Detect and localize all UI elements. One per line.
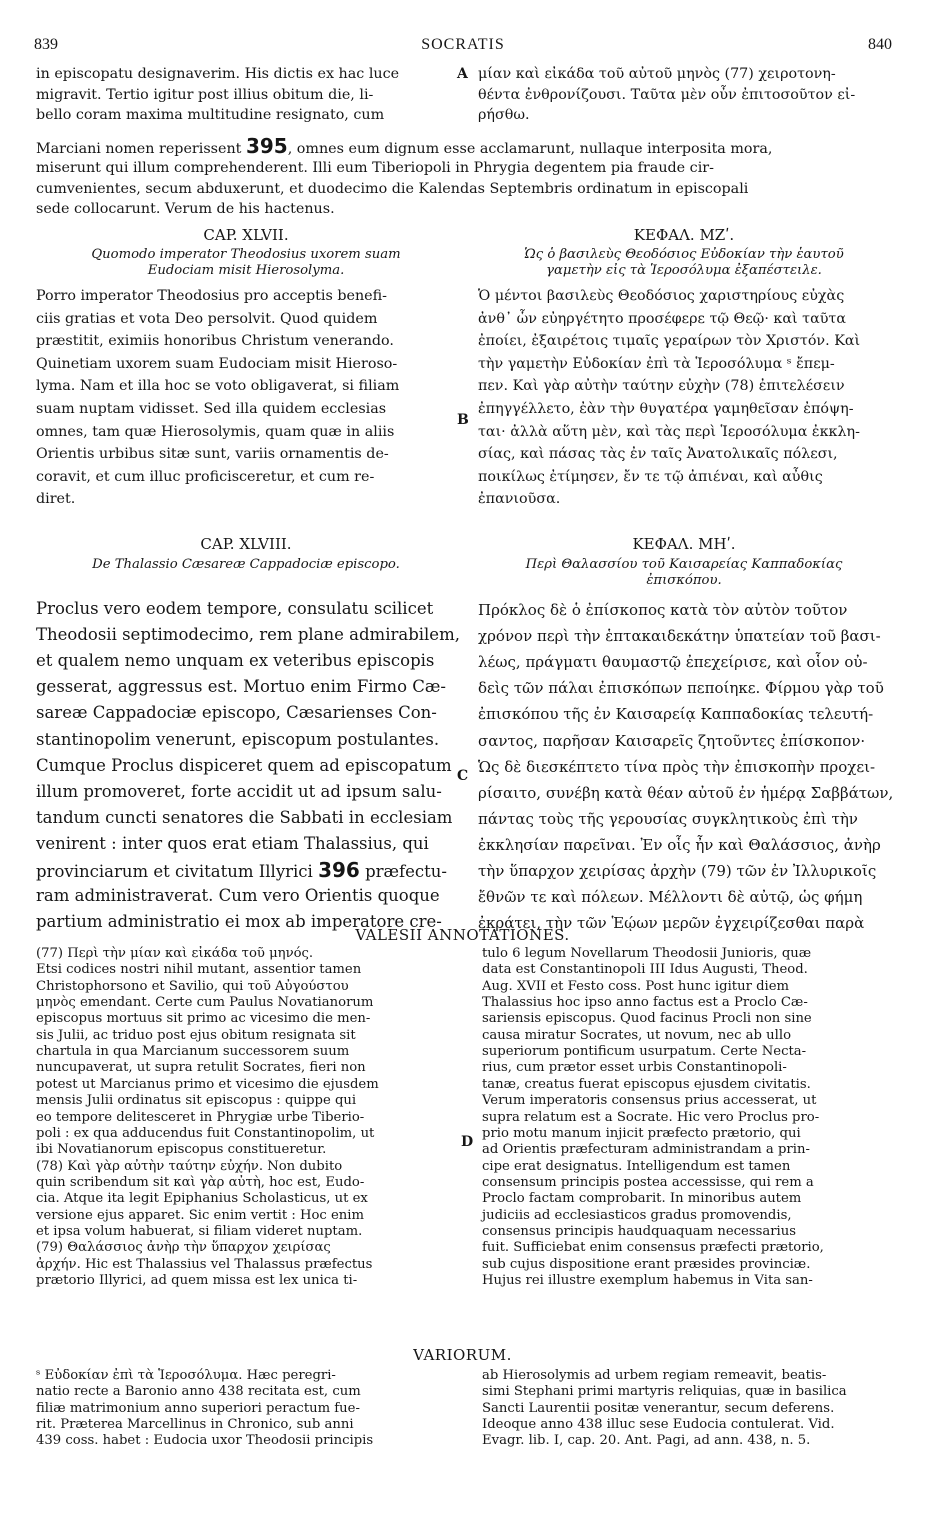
- annotation-line: (78) Καὶ γὰρ αὐτὴν ταύτην εὐχήν. Non dubito: [36, 1158, 343, 1174]
- chapter-subtitle-latin: Eudociam misit Hierosolyma.: [147, 263, 345, 278]
- annotation-line: data est Constantinopoli III Idus Augusti, Theod.: [482, 962, 808, 978]
- variorum-line: simi Stephani primi martyris reliquias, quæ in basilica: [482, 1384, 847, 1400]
- variorum-line: ˢ Εὐδοκίαν ἐπὶ τὰ Ἱεροσόλυμα. Hæc peregri-: [36, 1368, 336, 1383]
- latin-text-line: lyma. Nam et illa hoc se voto obligaverat, si filiam: [36, 378, 400, 395]
- latin-text-line: Proclus vero eodem tempore, consulatu scilicet: [36, 599, 434, 618]
- annotation-line: Aug. XVII et Festo coss. Post hunc igitur diem: [482, 978, 790, 994]
- annotation-line: Christophorsono et Savilio, qui τοῦ Αὐγούστου: [36, 978, 349, 994]
- latin-text-line: coravit, et cum illuc proficisceretur, et cum re-: [36, 468, 375, 485]
- annotation-line: Etsi codices nostri nihil mutant, assentior tamen: [36, 962, 362, 978]
- latin-text-line: Orientis urbibus sitæ sunt, variis ornamentis de-: [36, 446, 389, 463]
- annotation-line: Verum imperatoris consensus prius accesserat, ut: [482, 1093, 817, 1109]
- annotation-line: prætorio Illyrici, ad quem missa est lex unica ti-: [36, 1273, 358, 1288]
- latin-text-line: partium administratio ei mox ab imperatore cre-: [36, 912, 442, 932]
- marginal-page-number: 395: [245, 134, 288, 158]
- latin-text-line: Porro imperator Theodosius pro acceptis benefi-: [36, 288, 388, 304]
- annotation-line: consensus principis haudquaquam necessarius: [482, 1223, 797, 1239]
- greek-text-line: σίας, καὶ πάσας τὰς ἐν ταῖς Ἀνατολικαῖς πόλεσι,: [478, 446, 838, 463]
- page-number-right: 840: [868, 36, 892, 53]
- latin-text-line: ram administraverat. Cum vero Orientis quoque: [36, 886, 440, 905]
- latin-text-line: bello coram maxima multitudine resignato, cum: [36, 107, 385, 123]
- greek-text-line: Πρόκλος δὲ ὁ ἐπίσκοπος κατὰ τὸν αὐτὸν τοῦτον: [478, 601, 848, 619]
- annotation-line: sariensis episcopus. Quod facinus Procli non sine: [482, 1011, 812, 1027]
- annotation-line: sis Julii, ac triduo post ejus obitum resignata sit: [36, 1027, 356, 1043]
- annotation-line: chartula in qua Marcianum successorem suum: [36, 1044, 350, 1060]
- latin-text-line: in episcopatu designaverim. His dictis ex hac luce: [36, 66, 400, 82]
- greek-text-line: θέντα ἐνθρονίζουσι. Ταῦτα μὲν οὖν ἐπιτοσοῦτον εἰ-: [478, 86, 856, 103]
- greek-text-line: ἔθνῶν τε καὶ πόλεων. Μέλλοντι δὲ αὐτῷ, ὡς φήμη: [478, 888, 863, 907]
- marginal-page-number: 396: [318, 858, 360, 882]
- full-width-line: cumvenientes, secum abduxerunt, et duodecimo die Kalendas Septembris ordinatum in episcopali: [36, 180, 749, 197]
- annotation-line: episcopus mortuus sit primo ac vicesimo die men-: [36, 1011, 371, 1027]
- greek-text-line: ἐκκλησίαν παρεῖναι. Ἐν οἷς ἦν καὶ Θαλάσσιος, ἀνὴρ: [478, 835, 881, 854]
- greek-text-line: ἀνθ᾽ ὧν εὐηργέτητο προσέφερε τῷ Θεῷ· καὶ ταῦτα: [478, 310, 846, 327]
- line-text: Marciani nomen reperissent: [36, 141, 246, 157]
- greek-text-line: ἐπηγγέλλετο, ἐὰν τὴν θυγατέρα γαμηθεῖσαν ἐπόψη-: [478, 401, 854, 417]
- line-text: provinciarum et civitatum Illyrici: [36, 862, 319, 881]
- greek-text-line: ρίσαιτο, συνέβη κατὰ θέαν αὐτοῦ ἐν ἡμέρᾳ Σαββάτων,: [478, 783, 894, 802]
- latin-text-line: diret.: [36, 491, 76, 508]
- chapter-subtitle-latin: Quomodo imperator Theodosius uxorem suam: [91, 247, 401, 262]
- annotation-line: judiciis ad ecclesiasticos gradus promovendis,: [482, 1207, 792, 1223]
- margin-letter-d: D: [461, 1134, 474, 1150]
- greek-text-line: Ὡς δὲ διεσκέπτετο τίνα πρὸς τὴν ἐπισκοπὴν προχει-: [478, 757, 876, 776]
- variorum-line: ab Hierosolymis ad urbem regiam remeavit, beatis-: [482, 1368, 827, 1383]
- annotation-line: superiorum pontificum usurpatum. Certe Necta-: [482, 1044, 807, 1060]
- line-text: præfectu-: [359, 862, 447, 881]
- annotation-line: Hujus rei illustre exemplum habemus in Vita san-: [482, 1273, 813, 1288]
- latin-text-line: venirent : inter quos erat etiam Thalassius, qui: [36, 833, 429, 853]
- annotation-line: Thalassius hoc ipso anno factus est a Proclo Cæ-: [482, 995, 808, 1011]
- greek-text-line: ἐκράτει, τὴν τῶν Ἑῴων μερῶν ἐγχειρίζεσθαι παρὰ: [478, 914, 865, 933]
- chapter-heading-greek: ΚΕΦΑΛ. ΜΗʹ.: [632, 535, 736, 553]
- latin-text-line: migravit. Tertio igitur post illius obitum die, li-: [36, 86, 374, 103]
- annotations-heading: VALESII ANNOTATIONES.: [355, 926, 570, 944]
- annotation-line: et ipsa volum habuerat, si filiam videret nuptam.: [36, 1223, 363, 1239]
- page-number-left: 839: [34, 36, 58, 53]
- chapter-subtitle-latin: De Thalassio Cæsareæ Cappadociæ episcopo.: [92, 557, 400, 572]
- chapter-subtitle-greek: Περὶ Θαλασσίου τοῦ Καισαρείας Καππαδοκίας: [525, 557, 843, 572]
- annotation-line: rius, cum prætor esset urbis Constantinopoli-: [482, 1060, 787, 1076]
- variorum-line: Evagr. lib. I, cap. 20. Ant. Pagi, ad ann. 438, n. 5.: [482, 1433, 811, 1449]
- greek-text-line: ἐποίει, ἐξαιρέτοις τιμαῖς γεραίρων τὸν Χριστόν. Καὶ: [478, 333, 861, 350]
- greek-text-line: ται· ἀλλὰ αὕτη μὲν, καὶ τὰς περὶ Ἱεροσόλυμα ἐκκλη-: [478, 423, 860, 440]
- chapter-subtitle-greek: γαμετὴν εἰς τὰ Ἱεροσόλυμα ἐξαπέστειλε.: [546, 263, 822, 278]
- greek-text-line: ρήσθω.: [478, 107, 530, 123]
- annotation-line: consensum principis postea accessisse, qui rem a: [482, 1174, 814, 1190]
- full-width-line: miserunt qui illum comprehenderent. Illi eum Tiberiopoli in Phrygia degentem pia fraude cir-: [36, 160, 714, 176]
- annotation-line: quin scribendum sit καὶ γὰρ αὐτὴ, hoc est, Eudo-: [36, 1174, 365, 1190]
- greek-text-line: τὴν γαμετὴν Εὐδοκίαν ἐπὶ τὰ Ἱεροσόλυμα ˢ ἔπεμ-: [478, 355, 835, 372]
- annotation-line: Proclo factam comprobarit. In minoribus autem: [482, 1191, 802, 1207]
- margin-letter-c: C: [457, 768, 469, 784]
- annotation-line: versione ejus apparet. Sic enim vertit : Hoc enim: [36, 1207, 365, 1223]
- latin-text-line: et qualem nemo unquam ex veteribus episcopis: [36, 651, 435, 671]
- full-width-line: sede collocarunt. Verum de his hactenus.: [36, 201, 335, 217]
- annotation-line: eo tempore delitesceret in Phrygiæ urbe Tiberio-: [36, 1109, 365, 1125]
- latin-text-line: illum promoveret, forte accidit ut ad ipsum salu-: [36, 781, 442, 801]
- chapter-subtitle-greek: ἐπισκόπου.: [646, 573, 722, 588]
- variorum-line: Ideoque anno 438 illuc sese Eudocia contulerat. Vid.: [482, 1417, 835, 1433]
- annotation-line: sub cujus dispositione erant præsides provinciæ.: [482, 1256, 811, 1272]
- annotation-line: supra relatum est a Socrate. Hic vero Proclus pro-: [482, 1109, 820, 1125]
- annotation-line: nuncupaverat, ut supra retulit Socrates, fieri non: [36, 1060, 366, 1076]
- annotation-line: tanæ, creatus fuerat episcopus ejusdem civitatis.: [482, 1076, 811, 1092]
- chapter-heading-latin: CAP. XLVII.: [203, 226, 289, 244]
- chapter-heading-greek: ΚΕΦΑΛ. ΜΖʹ.: [633, 226, 735, 244]
- greek-text-line: λέως, πράγματι θαυμαστῷ ἐπεχείρισε, καὶ οἷον οὐ-: [478, 653, 868, 672]
- greek-text-line: ποικίλως ἐτίμησεν, ἔν τε τῷ ἀπιέναι, καὶ αὖθις: [478, 468, 823, 485]
- annotation-line: prio motu manum injicit præfecto prætorio, qui: [482, 1125, 801, 1141]
- annotation-line: potest ut Marcianus primo et vicesimo die ejusdem: [36, 1076, 379, 1092]
- annotation-line: cia. Atque ita legit Epiphanius Scholasticus, ut ex: [36, 1191, 368, 1207]
- greek-text-line: ἐπισκόπου τῆς ἐν Καισαρείᾳ Καππαδοκίας τελευτή-: [478, 705, 874, 724]
- greek-text-line: σαντος, παρῆσαν Καισαρεῖς ζητοῦντες ἐπίσκοπον·: [478, 731, 866, 750]
- variorum-line: 439 coss. habet : Eudocia uxor Theodosii principis: [36, 1433, 374, 1449]
- margin-letter-a: A: [457, 66, 468, 82]
- variorum-line: filiæ matrimonium anno superiori peractum fue-: [36, 1400, 360, 1416]
- chapter-subtitle-greek: Ὡς ὁ βασιλεὺς Θεοδόσιος Εὐδοκίαν τὴν ἑαυτοῦ: [524, 247, 844, 262]
- running-header: [34, 36, 892, 58]
- chapter-heading-latin: CAP. XLVIII.: [200, 535, 292, 553]
- greek-text-line: ἐπανιοῦσα.: [478, 491, 561, 508]
- annotation-line: tulo 6 legum Novellarum Theodosii Junioris, quæ: [482, 946, 812, 961]
- latin-text-line: tandum cuncti senatores die Sabbati in ecclesiam: [36, 807, 453, 827]
- annotation-line: (77) Περὶ τὴν μίαν καὶ εἰκάδα τοῦ μηνός.: [36, 946, 314, 961]
- variorum-heading: VARIORUM.: [413, 1346, 512, 1364]
- variorum-line: Sancti Laurentii positæ venerantur, secum deferens.: [482, 1400, 835, 1416]
- latin-text-line: omnes, tam quæ Hierosolymis, quam quæ in aliis: [36, 423, 395, 440]
- greek-text-line: πεν. Καὶ γὰρ αὐτὴν ταύτην εὐχὴν (78) ἐπιτελέσειν: [478, 378, 845, 395]
- latin-text-line: sareæ Cappadociæ episcopo, Cæsarienses Con-: [36, 703, 437, 723]
- annotation-line: poli : ex qua adducendus fuit Constantinopolim, ut: [36, 1125, 375, 1141]
- annotation-line: ad Orientis præfecturam administrandam a prin-: [482, 1142, 810, 1158]
- variorum-line: natio recte a Baronio anno 438 recitata est, cum: [36, 1384, 361, 1400]
- latin-text-line: Cumque Proclus dispiceret quem ad episcopatum: [36, 755, 452, 775]
- greek-text-line: μίαν καὶ εἰκάδα τοῦ αὐτοῦ μηνὸς (77) χειροτονη-: [478, 66, 836, 82]
- annotation-line: cipe erat designatus. Intelligendum est tamen: [482, 1158, 791, 1174]
- margin-letter-b: B: [457, 412, 469, 428]
- annotation-line: mensis Julii ordinatus sit episcopus : quippe qui: [36, 1093, 357, 1109]
- annotation-line: μηνὸς emendant. Certe cum Paulus Novatianorum: [36, 995, 374, 1011]
- latin-text-line: stantinopolim venerunt, episcopum postulantes.: [36, 729, 440, 749]
- greek-text-line: χρόνον περὶ τὴν ἑπτακαιδεκάτην ὑπατείαν τοῦ βασι-: [478, 627, 881, 646]
- variorum-line: rit. Præterea Marcellinus in Chronico, sub anni: [36, 1417, 354, 1433]
- greek-text-line: δεὶς τῶν πάλαι ἐπισκόπων πεποίηκε. Φίρμου γὰρ τοῦ: [478, 679, 884, 698]
- annotation-line: fuit. Sufficiebat enim consensus præfecti prætorio,: [482, 1240, 824, 1256]
- annotation-line: (79) Θαλάσσιος ἀνὴρ τὴν ὕπαρχον χειρίσας: [36, 1240, 331, 1256]
- greek-text-line: τὴν ὕπαρχον χειρίσας ἀρχὴν (79) τῶν ἐν Ἰλλυρικοῖς: [478, 862, 877, 880]
- latin-text-line: gesserat, aggressus est. Mortuo enim Firmo Cæ-: [36, 677, 446, 697]
- latin-text-line: præstitit, eximiis honoribus Christum venerando.: [36, 333, 394, 350]
- full-width-line: [36, 136, 896, 159]
- annotation-line: ἀρχήν. Hic est Thalassius vel Thalassus præfectus: [36, 1256, 373, 1272]
- greek-text-line: πάντας τοὺς τῆς γερουσίας συγκλητικοὺς ἐπὶ τὴν: [478, 809, 858, 828]
- latin-text-line: Quinetiam uxorem suam Eudociam misit Hieroso-: [36, 355, 398, 372]
- running-title: SOCRATIS: [421, 36, 505, 53]
- greek-text-line: Ὁ μέντοι βασιλεὺς Θεοδόσιος χαριστηρίους εὐχὰς: [478, 288, 845, 304]
- line-text: , omnes eum dignum esse acclamarunt, nullaque interposita mora,: [287, 141, 773, 157]
- annotation-line: causa miratur Socrates, ut novum, nec ab ullo: [482, 1027, 792, 1043]
- latin-text-line: suam nuptam vidisset. Sed illa quidem ecclesias: [36, 401, 387, 417]
- latin-text-line: [36, 857, 456, 885]
- annotation-line: ibi Novatianorum episcopus constitueretur.: [36, 1142, 327, 1158]
- latin-text-line: Theodosii septimodecimo, rem plane admirabilem,: [36, 625, 460, 645]
- latin-text-line: ciis gratias et vota Deo persolvit. Quod quidem: [36, 310, 378, 327]
